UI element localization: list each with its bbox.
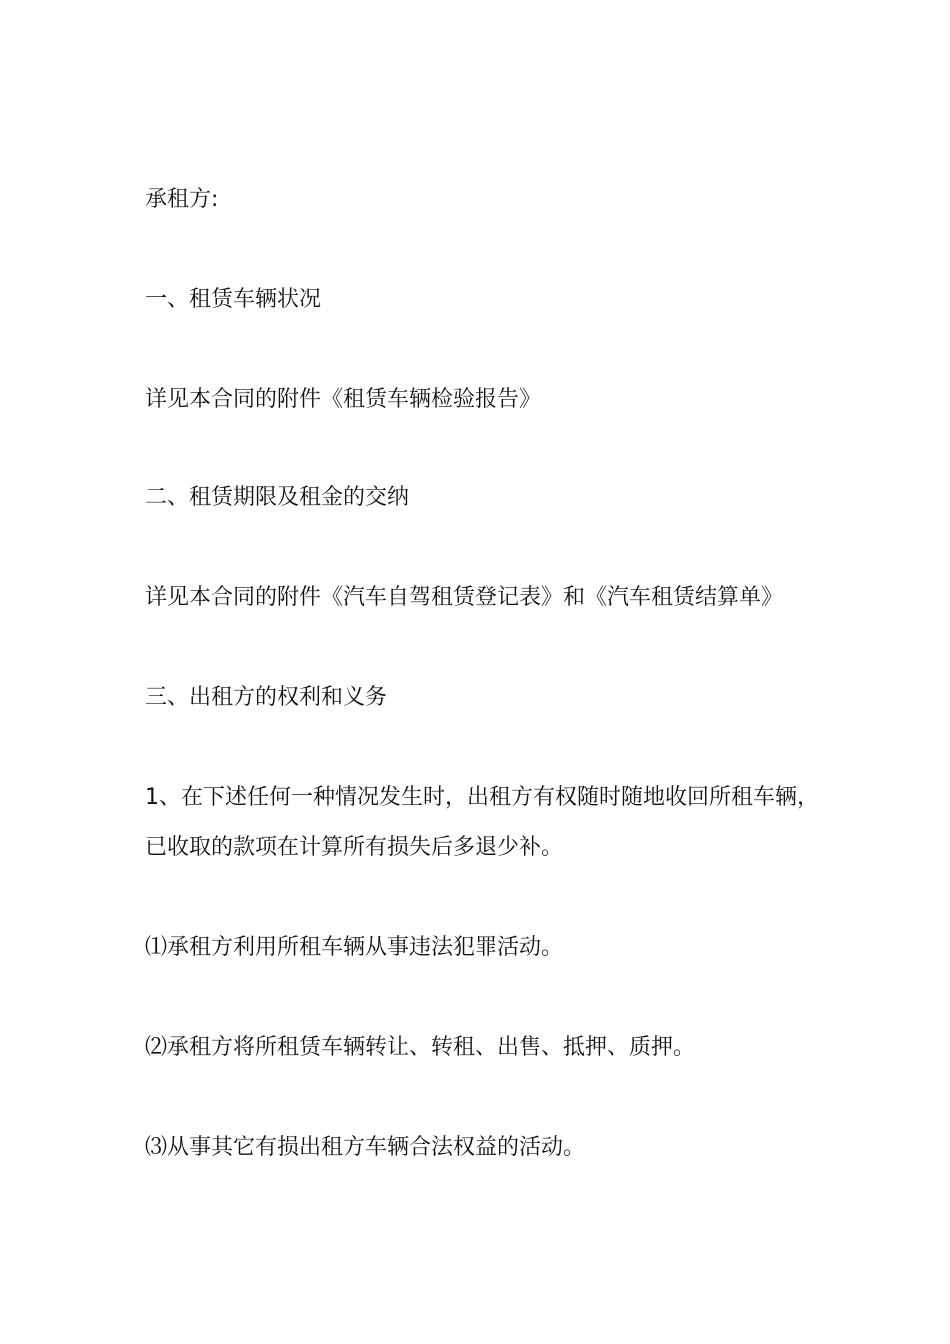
clause-1-line-1: 1、在下述任何一种情况发生时，出租方有权随时随地收回所租车辆， xyxy=(145,785,819,810)
section-1-body: 详见本合同的附件《租赁车辆检验报告》 xyxy=(145,387,542,412)
section-2-heading: 二、租赁期限及租金的交纳 xyxy=(145,485,410,510)
clause-1-line-2: 已收取的款项在计算所有损失后多退少补。 xyxy=(145,835,564,860)
clause-1-item-1: ⑴承租方利用所租车辆从事违法犯罪活动。 xyxy=(145,935,564,960)
clause-1-item-3: ⑶从事其它有损出租方车辆合法权益的活动。 xyxy=(145,1135,586,1160)
lessee-label: 承租方: xyxy=(145,187,219,212)
section-3-heading: 三、出租方的权利和义务 xyxy=(145,685,388,710)
clause-1-item-2: ⑵承租方将所租赁车辆转让、转租、出售、抵押、质押。 xyxy=(145,1035,696,1060)
section-2-body: 详见本合同的附件《汽车自驾租赁登记表》和《汽车租赁结算单》 xyxy=(145,585,784,610)
section-1-heading: 一、租赁车辆状况 xyxy=(145,287,322,312)
